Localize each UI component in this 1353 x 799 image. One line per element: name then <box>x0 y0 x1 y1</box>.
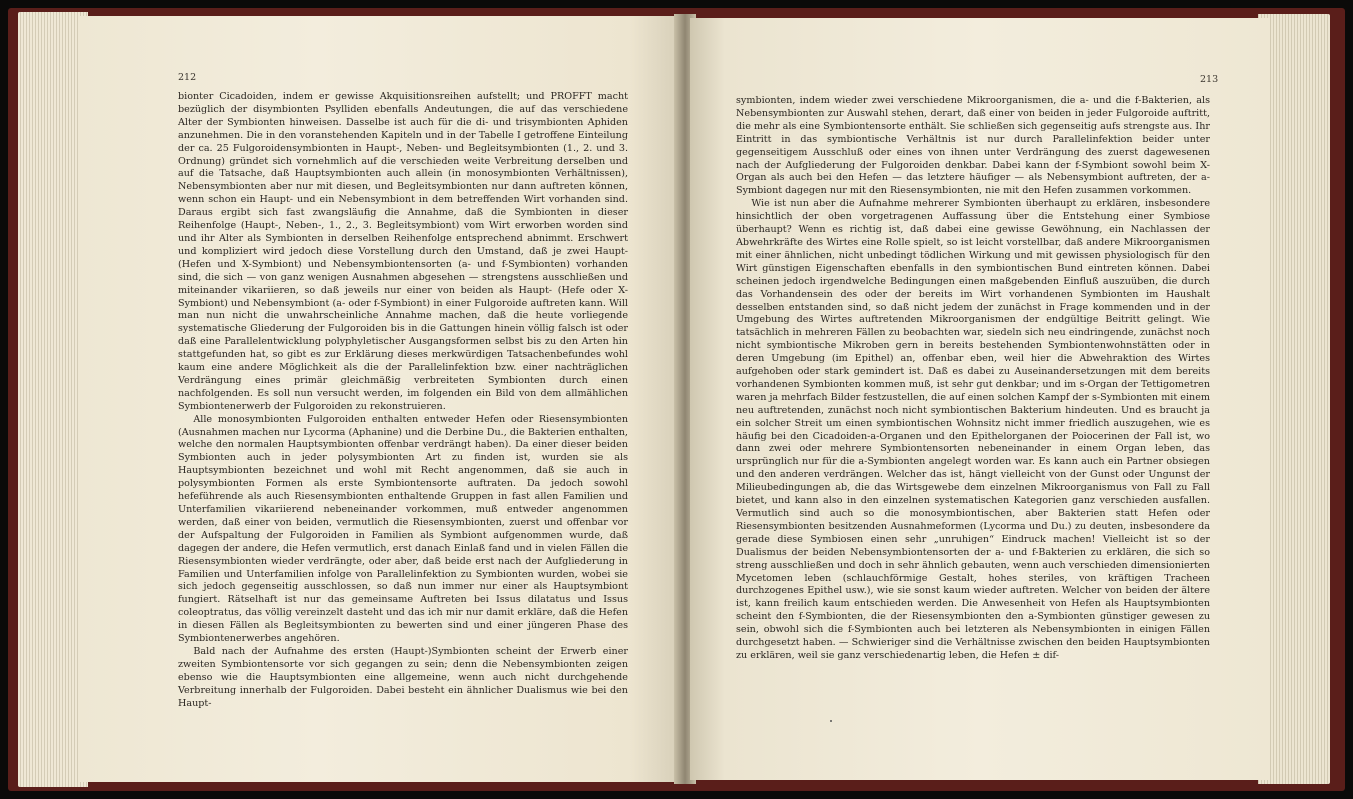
page-number-left: 212 <box>178 72 197 83</box>
ink-speck <box>830 720 832 722</box>
left-page-text <box>178 91 628 711</box>
paragraph: Bald nach der Aufnahme des ersten (Haupt-)Symbionten scheint der Erwerb einer zweiten Symbiontensorte vor sich gegangen zu sein; denn die Nebensymbionten zeigen ebenso wie die Hauptsymbionten eine allgemeine, wenn auch nicht durchgehende Verbreitung innerhalb der Fulgoroiden. Dabei besteht ein ähnlicher Dualismus wie bei den Haupt- <box>178 645 628 709</box>
right-page-text <box>736 95 1210 663</box>
paragraph: symbionten, indem wieder zwei verschiedene Mikroorganismen, die a- und die f-Bakterien, als Nebensymbionten zur Auswahl stehen, derart, daß einer von beiden in jeder Fulgoroide auftritt, die mehr als eine Symbiontensorte enthält. Sie schließen sich gegenseitig aufs strengste aus. Ihr Eintritt in das symbiontische Verhältnis ist nur durch Parallelinfektion beider unter gegenseitigem Ausschluß oder eines von ihnen unter Verdrängung des zuerst dagewesenen nach der Aufgliederung der Fulgoroiden denkbar. Dabei kann der f-Symbiont sowohl beim X-Organ als auch bei den Hefen — das letztere häufiger — als Nebensymbiont auftreten, der a-Symbiont dagegen nur mit den Riesensymbionten, nie mit den Hefen zusammen vorkommen. <box>736 95 1210 197</box>
left-page <box>78 16 678 782</box>
right-page <box>690 18 1270 780</box>
paragraph: Alle monosymbionten Fulgoroiden enthalten entweder Hefen oder Riesensymbionten (Ausnahmen machen nur Lycorma (Aphanine) und die Derbine Du., die Bakterien enthalten, welche den normalen Hauptsymbionten offenbar verdrängt haben). Da einer dieser beiden Symbionten auch in jeder polysymbionten Art zu finden ist, wurden sie als Hauptsymbionten bezeichnet und wohl mit Recht angenommen, daß sie auch in polysymbionten Formen als erste Symbiontensorte auftraten. Da jedoch sowohl hefeführende als auch Riesensymbionten enthaltende Gruppen in fast allen Familien und Unterfamilien vikariierend nebeneinander vorkommen, muß entweder angenommen werden, daß einer von beiden, vermutlich die Riesensymbionten, zuerst und offenbar vor der Aufspaltung der Fulgoroiden in Familien als Symbiont aufgenommen wurde, daß dagegen der andere, die Hefen vermutlich, erst danach Einlaß fand und in vielen Fällen die Riesensymbionten wieder verdrängte, oder aber, daß beide erst nach der Aufgliederung in Familien und Unterfamilien infolge von Parallelinfektion zu Symbionten wurden, wobei sie sich jedoch gegenseitig ausschlossen, so daß nun immer nur einer als Hauptsymbiont fungiert. Rätselhaft ist nur das gemeinsame Auftreten bei Issus dilatatus und Issus coleoptratus, das völlig vereinzelt dasteht und das ich mir nur damit erkläre, daß die Hefen in diesen Fällen als Begleitsymbionten zu bewerten sind und einer jüngeren Phase des Symbiontenerwerbes angehören. <box>178 413 628 645</box>
page-number-right: 213 <box>1200 74 1219 85</box>
paragraph: Wie ist nun aber die Aufnahme mehrerer Symbionten überhaupt zu erklären, insbesondere hinsichtlich der oben vorgetragenen Auffassung über die Entstehung einer Symbiose überhaupt? Wenn es richtig ist, daß dabei eine gewisse Gewöhnung, ein Nachlassen der Abwehrkräfte des Wirtes eine Rolle spielt, so ist leicht vorstellbar, daß andere Mikroorganismen mit einer ähnlichen, nicht unbedingt tödlichen Wirkung und mit gewissen physiologisch für den Wirt günstigen Eigenschaften ebenfalls in den symbiontischen Bund eintreten können. Dabei scheinen jedoch irgendwelche Bedingungen einen maßgebenden Einfluß auszuüben, die durch das Vorhandensein des oder der bereits im Wirt vorhandenen Symbionten im Haushalt desselben entstanden sind, so daß nicht jedem der zunächst in Frage kommenden und in der Umgebung des Wirtes auftretenden Mikroorganismen der endgültige Beitritt gelingt. Wie tatsächlich in mehreren Fällen zu beobachten war, siedeln sich neu eindringende, zunächst noch nicht symbiontische Mikroben gern in bereits bestehenden Symbiontenwohnstätten oder in deren Umgebung (im Epithel) an, offenbar eben, weil hier die Abwehraktion des Wirtes aufgehoben oder stark gemindert ist. Daß es dabei zu Auseinandersetzungen mit dem bereits vorhandenen Symbionten kommen muß, ist sehr gut denkbar; und im s-Organ der Tettigometren waren ja mehrfach Bilder festzustellen, die auf einen solchen Kampf der s-Symbionten mit einem neu auftretenden, zunächst noch nicht symbiontischen Bakterium hindeuten. Und es braucht ja ein solcher Streit um einen symbiontischen Wohnsitz nicht immer friedlich auszugehen, wie es häufig bei den Cicadoiden-a-Organen und den Epithelorganen der Poiocerinen der Fall ist, wo dann zwei oder mehrere Symbiontensorten nebeneinander in einem Organ leben, das ursprünglich nur für die a-Symbionten angelegt worden war. Es kann auch ein Partner obsiegen und den anderen verdrängen. Welcher das ist, hängt vielleicht von der Gunst oder Ungunst der Milieubedingungen ab, die das Wirtsgewebe dem einzelnen Mikroorganismus von Fall zu Fall bietet, und kann also in den einzelnen systematischen Kategorien ganz verschieden ausfallen. Vermutlich sind auch so die monosymbiontischen, aber Bakterien statt Hefen oder Riesensymbionten besitzenden Ausnahmeformen (Lycorma und Du.) zu deuten, insbesondere da gerade diese Symbiosen einen sehr „unruhigen“ Eindruck machen! Vielleicht ist so der Dualismus der beiden Nebensymbiontensorten der a- und f-Bakterien zu erklären, die sich so streng ausschließen und doch in sehr ähnlich gebauten, wenn auch verschieden dimensionierten Mycetomen leben (schlauchförmige Gestalt, hohes steriles, von kräftigen Tracheen durchzogenes Epithel usw.), wie sie sonst kaum wieder auftreten. Welcher von beiden der ältere ist, kann freilich kaum entschieden werden. Die Anwesenheit von Hefen als Hauptsymbionten scheint den f-Symbionten, die der Riesensymbionten den a-Symbionten günstiger gewesen zu sein, obwohl sich die f-Symbionten auch bei letzteren als Nebensymbionten in einigen Fällen durchgesetzt haben. — Schwieriger sind die Verhältnisse zwischen den beiden Hauptsymbionten zu erklären, weil sie ganz verschiedenartig leben, die Hefen ± dif- <box>736 198 1210 661</box>
paragraph: bionter Cicadoiden, indem er gewisse Akquisitionsreihen aufstellt; und PROFFT macht bezüglich der disymbionten Psylliden ebenfalls Andeutungen, die auf das verschiedene Alter der Symbionten hinweisen. Dasselbe ist auch für die di- und trisymbionten Aphiden anzunehmen. Die in den voranstehenden Kapiteln und in der Tabelle I getroffene Einteilung der ca. 25 Fulgoroidensymbionten in Haupt-, Neben- und Begleitsymbionten (1., 2. und 3. Ordnung) gründet sich vornehmlich auf die verschieden weite Verbreitung derselben und auf die Tatsache, daß Hauptsymbionten auch allein (in monosymbionten Verhältnissen), Nebensymbionten aber nur mit diesen, und Begleitsymbionten nur dann auftreten können, wenn schon ein Haupt- und ein Nebensymbiont in dem betreffenden Wirt vorhanden sind. Daraus ergibt sich fast zwangsläufig die Annahme, daß die Symbionten in dieser Reihenfolge (Haupt-, Neben-, 1., 2., 3. Begleitsymbiont) vom Wirt erworben worden sind und ihr Alter als Symbionten in derselben Reihenfolge entsprechend abnimmt. Erschwert und kompliziert wird jedoch diese Vorstellung durch den Umstand, daß je zwei Haupt- (Hefen und X-Symbiont) und Nebensymbiontensorten (a- und f-Symbionten) vorhanden sind, die sich — von ganz wenigen Ausnahmen abgesehen — strengstens ausschließen und miteinander vikariieren, so daß jeweils nur einer von beiden als Haupt- (Hefe oder X-Symbiont) und Nebensymbiont (a- oder f-Symbiont) in einer Fulgoroide auftreten kann. Will man nun nicht die unwahrscheinliche Annahme machen, daß die heute vorliegende systematische Gliederung der Fulgoroiden bis in die Gattungen hinein völlig falsch ist oder daß eine Parallelentwicklung polyphyletischer Ausgangsformen selbst bis zu den Arten hin stattgefunden hat, so gibt es zur Erklärung dieses merkwürdigen Tatsachenbefundes wohl kaum eine andere Möglichkeit als die der Parallelinfektion bzw. einer nachträglichen Verdrängung eines primär gleichmäßig verbreiteten Symbionten durch einen nachfolgenden. Es soll nun versucht werden, im folgenden ein Bild von dem allmählichen Symbiontenerwerb der Fulgoroiden zu rekonstruieren. <box>178 91 628 412</box>
